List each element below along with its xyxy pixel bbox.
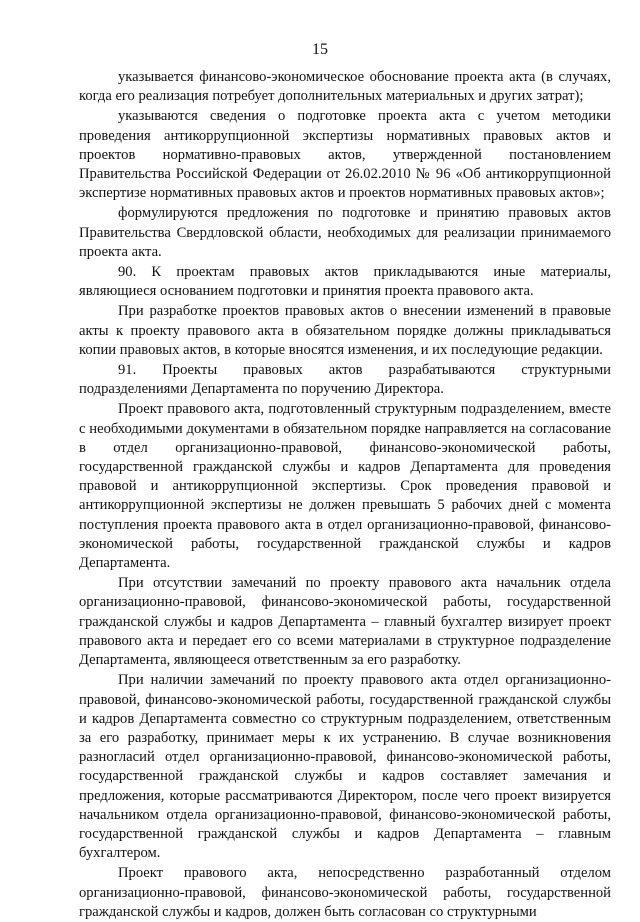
- paragraph: указывается финансово-экономическое обоснование проекта акта (в случаях, когда его реализация потребует дополнительных материальных и других затрат);: [79, 69, 611, 105]
- paragraph: При наличии замечаний по проекту правового акта отдел организационно-правовой, финансово-экономической работы, государственной гражданской службы и кадров Департамента совместно со структурным подразделением, ответственным за его разработку, принимает меры к их устранению. В случае возникновения разногласий отдел организационно-правовой, финансово-экономической работы, государственной гражданской службы и кадров составляет замечания и предложения, которые рассматриваются Директором, после чего проект визируется начальником отдела организационно-правовой, финансово-экономической работы, государственной гражданской службы и кадров Департамента – главным бухгалтером.: [79, 672, 611, 862]
- paragraph: При отсутствии замечаний по проекту правового акта начальник отдела организационно-правовой, финансово-экономической работы, государственной гражданской службы и кадров Департамента – главный бухгалтер визирует проект правового акта и передает его со всеми материалами в структурное подразделение Департамента, являющееся ответственным за его разработку.: [79, 575, 611, 669]
- paragraph: формулируются предложения по подготовке и принятию правовых актов Правительства Свердловской области, необходимых для реализации принимаемого проекта акта.: [79, 205, 611, 260]
- paragraph: 90. К проектам правовых актов прикладываются иные материалы, являющиеся основанием подготовки и принятия проекта правового акта.: [79, 264, 611, 300]
- paragraph: При разработке проектов правовых актов о внесении изменений в правовые акты к проекту правового акта в обязательном порядке должны прикладываться копии правовых актов, в которые вносятся изменения, и их последующие редакции.: [79, 303, 611, 358]
- paragraph: Проект правового акта, подготовленный структурным подразделением, вместе с необходимыми документами в обязательном порядке направляется на согласование в отдел организационно-правовой, финансово-экономической работы, государственной гражданской службы и кадров Департамента для проведения правовой и антикоррупционной экспертизы. Срок проведения правовой и антикоррупционной экспертизы не должен превышать 5 рабочих дней с момента поступления проекта правового акта в отдел организационно-правовой, финансово-экономической работы, государственной гражданской службы и кадров Департамента.: [79, 401, 611, 572]
- page-number: 15: [312, 41, 328, 58]
- document-body: [79, 68, 611, 922]
- paragraph: 91. Проекты правовых актов разрабатываются структурными подразделениями Департамента по поручению Директора.: [79, 362, 611, 398]
- paragraph: Проект правового акта, непосредственно разработанный отделом организационно-правовой, финансово-экономической работы, государственной гражданской службы и кадров, должен быть согласован со структурными: [79, 865, 611, 920]
- paragraph: указываются сведения о подготовке проекта акта с учетом методики проведения антикоррупционной экспертизы нормативных правовых актов и проектов нормативно-правовых актов, утвержденной постановлением Правительства Российской Федерации от 26.02.2010 № 96 «Об антикоррупционной экспертизе нормативных правовых актов и проектов нормативных правовых актов»;: [79, 108, 611, 202]
